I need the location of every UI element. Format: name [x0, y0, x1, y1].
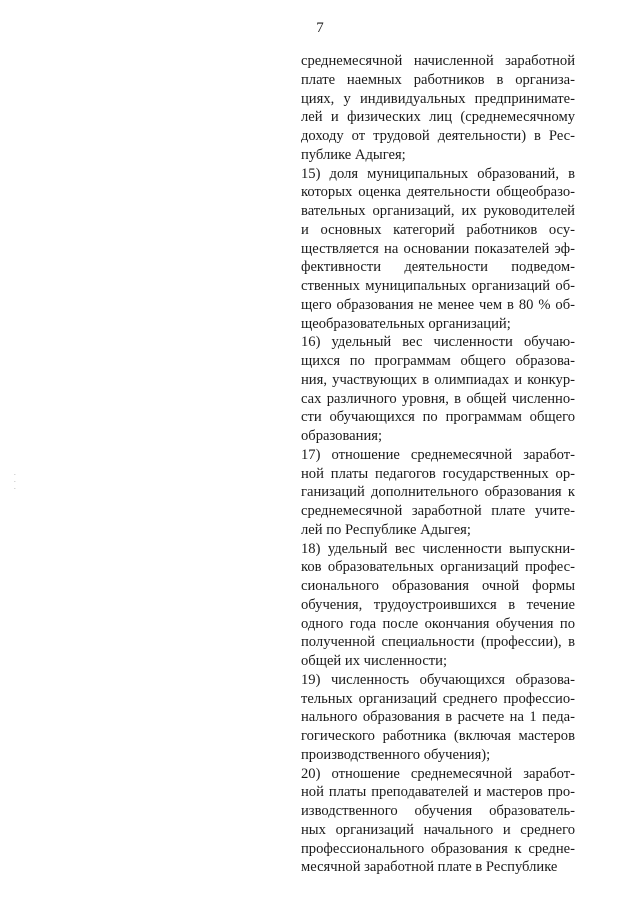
text-line: фективности деятельности подведом-: [301, 259, 575, 276]
text-line: среднемесячной заработной плате учите-: [301, 503, 575, 519]
page-number: 7: [316, 20, 324, 36]
text-line: циях, у индивидуальных предпринимате-: [301, 90, 575, 107]
text-line: публике Адыгея;: [301, 146, 406, 163]
text-line: ков образовательных организаций профес-: [301, 559, 575, 576]
text-line: доходу от трудовой деятельности) в Рес-: [301, 128, 575, 144]
text-line: 18) удельный вес численности выпускни-: [301, 540, 575, 557]
margin-mark: .: [14, 476, 16, 484]
text-line: гогического работника (включая мастеров: [301, 728, 575, 744]
paragraph: [301, 333, 575, 446]
text-line: образования;: [301, 428, 383, 444]
text-line: одного года после окончания обучения по: [301, 615, 575, 632]
text-line: обучения, трудоустроившихся в течение: [301, 596, 575, 613]
text-line: сионального образования очной формы: [301, 578, 575, 594]
text-line: 20) отношение среднемесячной заработ-: [301, 765, 575, 782]
text-line: нального образования в расчете на 1 педа-: [301, 709, 575, 726]
text-line: профессионального образования к средне-: [301, 840, 575, 857]
text-line: которых оценка деятельности общеобразо-: [301, 184, 575, 201]
text-line: полученной специальности (профессии), в: [301, 634, 575, 651]
text-line: ной платы педагогов государственных ор-: [301, 465, 575, 482]
text-line: месячной заработной плате в Республике: [301, 859, 558, 876]
text-line: щего образования не менее чем в 80 % об-: [301, 296, 575, 313]
text-line: 19) численность обучающихся образова-: [301, 671, 575, 688]
text-line: 17) отношение среднемесячной заработ-: [301, 446, 575, 463]
text-line: ных организаций начального и среднего: [301, 821, 575, 838]
text-line: ственных муниципальных организаций об-: [301, 278, 575, 294]
document-body: [301, 52, 575, 877]
paragraph: [301, 165, 575, 334]
text-line: тельных организаций среднего профессио-: [301, 690, 575, 707]
text-line: среднемесячной начисленной заработной: [301, 53, 575, 69]
text-line: общей их численности;: [301, 653, 448, 669]
text-line: щихся по программам общего образова-: [301, 353, 575, 369]
text-line: плате наемных работников в организа-: [301, 71, 575, 88]
text-line: ганизаций дополнительного образования к: [301, 484, 575, 501]
text-line: ществляется на основании показателей эф-: [301, 240, 575, 257]
text-line: вательных организаций, их руководителей: [301, 203, 575, 219]
text-line: лей по Республике Адыгея;: [301, 521, 471, 538]
text-line: сти обучающихся по программам общего: [301, 409, 575, 426]
text-line: ной платы преподавателей и мастеров про-: [301, 784, 575, 801]
text-line: производственного обучения);: [301, 746, 491, 763]
text-line: изводственного обучения образователь-: [301, 803, 575, 819]
text-line: 16) удельный вес численности обучаю-: [301, 334, 575, 351]
text-line: щеобразовательных организаций;: [301, 315, 511, 332]
paragraph: [301, 52, 575, 165]
text-line: лей и физических лиц (среднемесячному: [301, 109, 575, 126]
paragraph: [301, 671, 575, 765]
paragraph: [301, 446, 575, 540]
text-line: ния, участвующих в олимпиадах и конкур-: [301, 371, 575, 388]
paragraph: [301, 765, 575, 878]
margin-mark: .: [14, 469, 16, 477]
text-line: сах различного уровня, в общей численно-: [301, 390, 575, 407]
text-line: 15) доля муниципальных образований, в: [301, 165, 575, 182]
text-line: и основных категорий работников осу-: [301, 221, 575, 238]
margin-mark: .: [14, 483, 16, 491]
paragraph: [301, 540, 575, 671]
